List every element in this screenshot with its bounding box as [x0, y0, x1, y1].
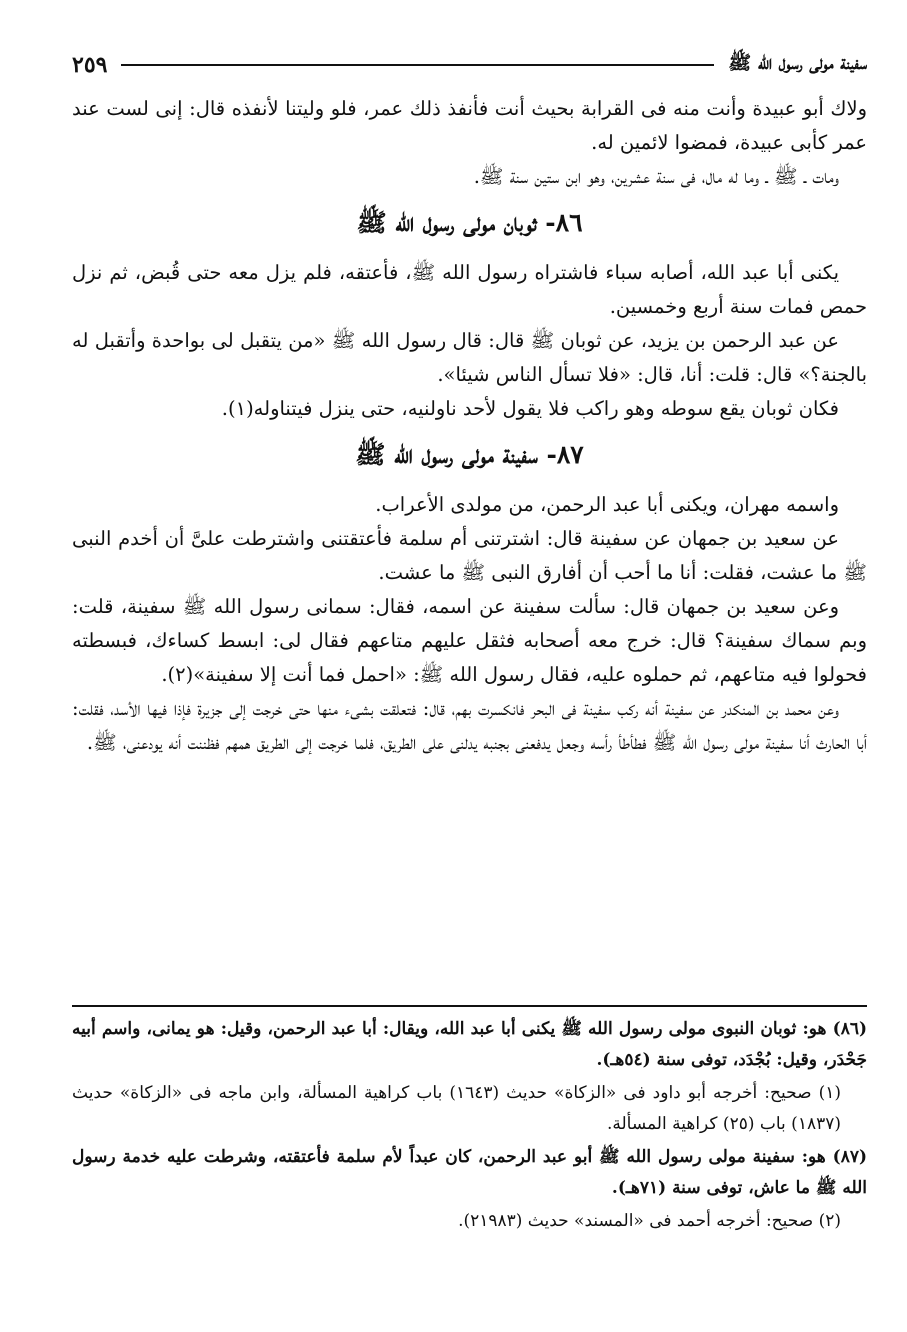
footnote-87: (٨٧) هو: سفينة مولى رسول الله ﷺ أبو عبد الرحمن، كان عبداً لأم سلمة فأعتقته، وشرطت عليه خدمة رسول الله ﷺ ما عاش، توفى سنة (٧١هـ). [72, 1147, 867, 1198]
main-text [72, 92, 867, 760]
page-header [72, 48, 867, 82]
paragraph-6: واسمه مهران، ويكنى أبا عبد الرحمن، من مولدى الأعراب. [375, 493, 839, 516]
footnote-86: (٨٦) هو: ثوبان النبوى مولى رسول الله ﷺ يكنى أبا عبد الله، ويقال: أبا عبد الرحمن، وقيل: هو يمانى، واسم أبيه جَحْدَر، وقيل: بُجْدَد، توفى سنة (٥٤هـ). [72, 1019, 867, 1070]
page-number: ٢٥٩ [72, 52, 108, 78]
paragraph-5: فكان ثوبان يقع سوطه وهو راكب فلا يقول لأحد ناولنيه، حتى ينزل فيتناوله(١). [221, 397, 839, 420]
header-rule [121, 64, 714, 66]
paragraph-8: وعن سعيد بن جمهان قال: سألت سفينة عن اسمه، فقال: سمانى رسول الله ﷺ سفينة، قلت: وبم سماك سفينة؟ قال: خرج معه أصحابه فثقل عليهم متاعهم فقال لى: ابسط كساءك، فبسطته فحولوا فيه متاعهم، ثم حملوه عليه، فقال رسول الله ﷺ: «احمل فما أنت إلا سفينة»(٢). [72, 595, 867, 686]
section-heading-86: ٨٦- ثوبان مولى رسول الله ﷺ [356, 208, 583, 237]
paragraph-7: عن سعيد بن جمهان عن سفينة قال: اشترتنى أم سلمة فأعتقتنى واشترطت علىَّ أن أخدم النبى ﷺ ما عشت، فقلت: أنا ما أحب أن أفارق النبى ﷺ ما عشت. [72, 527, 867, 584]
paragraph-1: ولاك أبو عبيدة وأنت منه فى القرابة بحيث أنت فأنفذ ذلك عمر، فلو وليتنا لأنفذه قال: إنى لست عند عمر كأبى عبيدة، فمضوا لائمين له. [72, 97, 867, 154]
footnote-1: (١) صحيح: أخرجه أبو داود فى «الزكاة» حديث (١٦٤٣) باب كراهية المسألة، وابن ماجه فى «الزكاة» حديث (١٨٣٧) باب (٢٥) كراهية المسألة. [72, 1083, 841, 1134]
paragraph-2: ومات ـ ﷺ ـ وما له مال، فى سنة عشرين، وهو ابن ستين سنة ﷺ. [473, 165, 839, 188]
paragraph-9: وعن محمد بن المنكدر عن سفينة أنه ركب سفينة فى البحر فانكسرت بهم، قال: فتعلقت بشىء منها حتى خرجت إلى جزيرة فإذا فيها الأسد، فقلت: أبا الحارث أنا سفينة مولى رسول الله ﷺ فطأطأ رأسه وجعل يدفعنى بجنبه يدلنى على الطريق، فلما خرجت إلى الطريق همهم فظننت أنه يودعنى، ﷺ. [72, 697, 867, 754]
paragraph-4: عن عبد الرحمن بن يزيد، عن ثوبان ﷺ قال: قال رسول الله ﷺ «من يتقبل لى بواحدة وأتقبل له بالجنة؟» قال: قلت: أنا، قال: «فلا تسأل الناس شيئا». [72, 329, 867, 386]
paragraph-3: يكنى أبا عبد الله، أصابه سباء فاشتراه رسول الله ﷺ، فأعتقه، فلم يزل معه حتى قُبض، ثم نزل حمص فمات سنة أربع وخمسين. [72, 261, 867, 318]
footnotes [72, 1014, 867, 1239]
running-title: سفينة مولى رسول الله ﷺ [728, 52, 867, 74]
footnote-separator [72, 1005, 867, 1007]
section-heading-87: ٨٧- سفينة مولى رسول الله ﷺ [355, 440, 584, 469]
footnote-2: (٢) صحيح: أخرجه أحمد فى «المسند» حديث (٢١٩٨٣). [458, 1211, 841, 1231]
